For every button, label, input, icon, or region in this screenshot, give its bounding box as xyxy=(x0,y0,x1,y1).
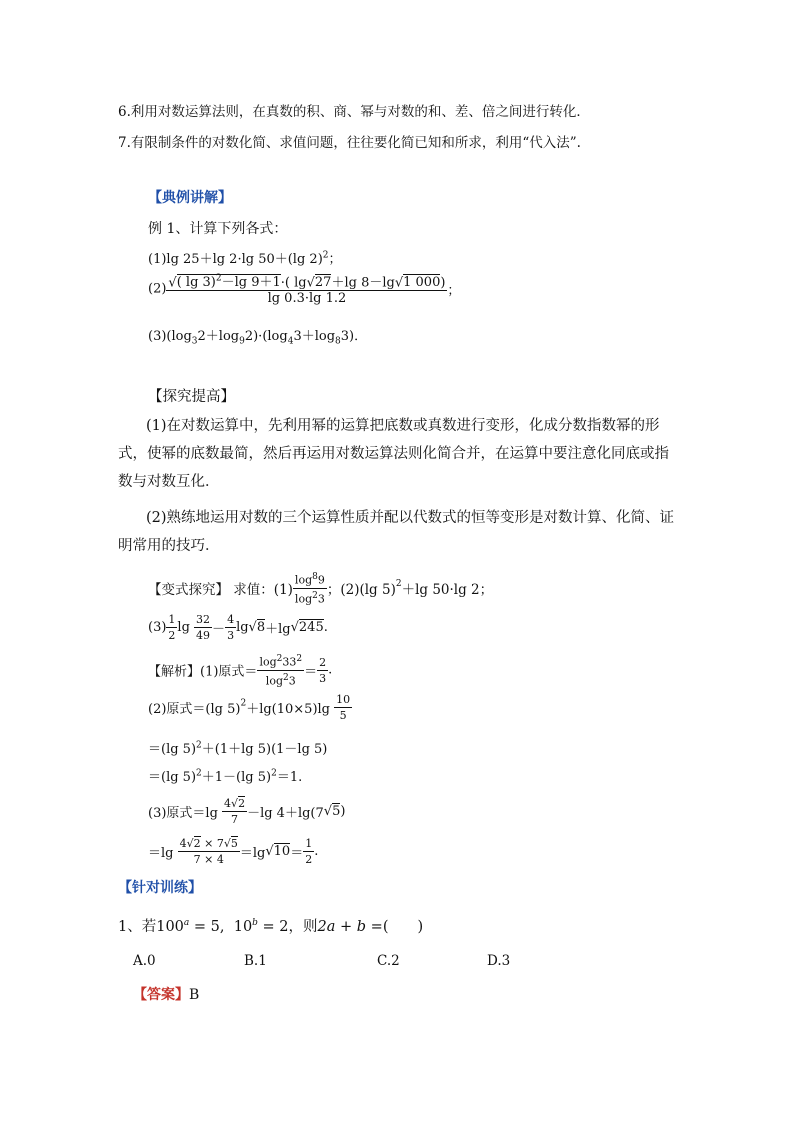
sqrt-radical-icon: √ xyxy=(265,844,274,859)
option-b: B.1 xyxy=(244,953,267,969)
sqrt-radical-icon: √ xyxy=(248,620,257,635)
sqrt-radical-icon: √ xyxy=(306,275,315,291)
example-item-2-fraction xyxy=(166,272,447,306)
example-title: 例 1、计算下列各式： xyxy=(148,221,288,237)
example-item-2-prefix: (2) xyxy=(148,281,167,297)
example-item-1-end: ； xyxy=(328,252,342,267)
sqrt-radical-icon: √ xyxy=(394,275,404,291)
solution-line-5: (3)原式＝lg $\frac{4√2}{7}$ －lg 4＋lg(7√5) xyxy=(148,797,346,826)
training-heading: 【针对训练】 xyxy=(118,880,202,896)
answer-label: 【答案】 xyxy=(133,987,189,1003)
example-item-3: $(3)(\log_32+\log_92)\cdot(\log_43+\log_83)$． xyxy=(148,329,368,347)
solution-line-3: ＝(lg 5)$^2$＋(1＋lg 5)(1－lg 5) xyxy=(148,740,328,757)
variant-line-1: 【变式探究】 求值：(1) $\frac{\log^89}{\log^23}$ ；(2)(lg 5)$^2$＋lg 50·lg 2； xyxy=(148,572,494,606)
sqrt-radical-icon: √ xyxy=(323,804,333,819)
sqrt-radical-icon: √ xyxy=(290,620,299,635)
example-item-2-denominator: lg 0.3·lg 1.2 xyxy=(267,291,347,307)
example-item-2-sqrt: ( lg 3)$^2$－lg 9＋1 xyxy=(176,274,281,291)
option-d: D.3 xyxy=(487,953,511,969)
explore-para-1: (1)在对数运算中，先利用幂的运算把底数或真数进行变形，化成分数指数幂的形式，使幂的底数最简，然后再运用对数运算法则化简合并，在运算中要注意化同底或指数与对数互化． xyxy=(118,418,669,490)
rule-6: 6.利用对数运算法则，在真数的积、商、幂与对数的和、差、倍之间进行转化． xyxy=(118,104,590,120)
rule-7: 7.有限制条件的对数化简、求值问题，往往要化简已知和所求，利用“代入法”. xyxy=(118,135,581,151)
variant-ask: 求值：(1) xyxy=(233,582,293,599)
example-item-2-numerator: √( lg 3)$^2$－lg 9＋1·( lg√27＋lg 8－lg√1 000) xyxy=(168,274,446,291)
explore-para-2: (2)熟练地运用对数的三个运算性质并配以代数式的恒等变形是对数计算、化简、证明常用的技巧． xyxy=(118,510,675,554)
example-item-2-end: ； xyxy=(447,283,461,299)
sqrt-radical-icon: √ xyxy=(186,837,194,850)
example-item-1-text: (1)lg 25＋lg 2·lg 50＋(lg 2) xyxy=(148,252,323,267)
variant-line-2: (3) $\frac{1}{2}$ lg $\frac{32}{49}$ － $\frac{4}{3}$ lg√8＋lg√245. xyxy=(148,613,328,642)
option-a: A.0 xyxy=(133,953,156,969)
example-item-2 xyxy=(148,272,460,306)
training-question-1: 1、若$100^a = 5$, $10^b = 2$，则2a + b =( ) xyxy=(118,918,424,935)
variant-heading: 【变式探究】 xyxy=(148,582,229,599)
variant-fraction-1: $\frac{\log^89}{\log^23}$ xyxy=(294,572,325,606)
explore-heading: 【探究提高】 xyxy=(148,389,235,405)
solution-line-4: ＝(lg 5)$^2$＋1－(lg 5)$^2$＝1. xyxy=(148,768,303,785)
sqrt-radical-icon: √ xyxy=(168,275,177,291)
answer-value: B xyxy=(189,987,200,1003)
answer-line xyxy=(133,984,199,1004)
example-item-1-sup: 2 xyxy=(322,250,329,261)
example-item-1 xyxy=(148,248,342,267)
solution-line-6: ＝lg $\frac{4√2 \times 7√5}{7 \times 4}$ ＝lg√10＝ $\frac{1}{2}$ . xyxy=(148,837,319,866)
solution-heading: 【解析】 xyxy=(148,664,201,680)
solution-line-1: 【解析】(1)原式＝ $\frac{\log^233^2}{\log^23}$ ＝ $\frac{2}{3}$ . xyxy=(148,654,333,688)
sqrt-radical-icon: √ xyxy=(231,797,239,810)
solution-line-2: (2)原式＝(lg 5)$^2$＋lg(10×5)lg $\frac{10}{5}$ xyxy=(148,693,351,722)
option-c: C.2 xyxy=(377,953,400,969)
example-heading: 【典例讲解】 xyxy=(148,190,232,206)
sqrt-radical-icon: √ xyxy=(223,837,231,850)
